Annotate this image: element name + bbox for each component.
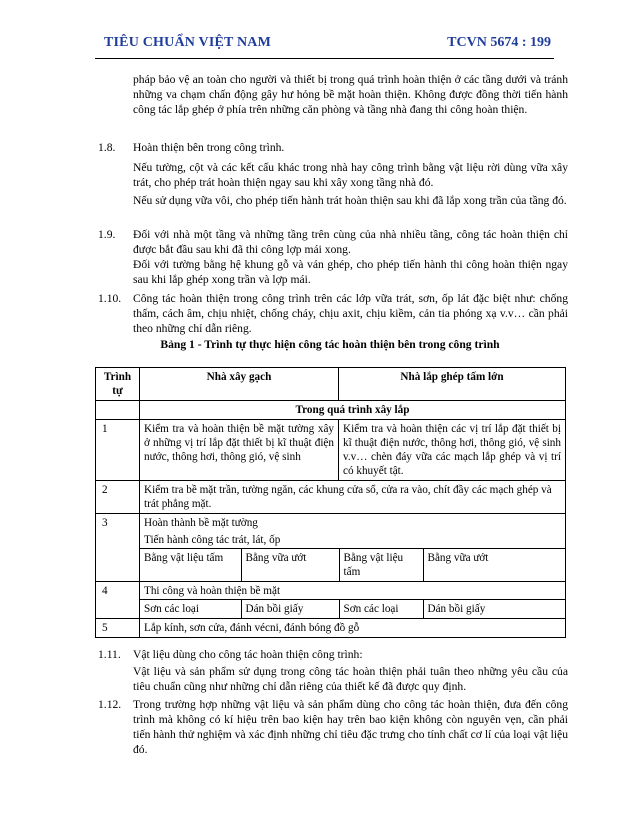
row-4-sub-1: Sơn các loại bbox=[140, 600, 241, 619]
row-3-sub-2: Bằng vữa ướt bbox=[241, 549, 339, 582]
table-row bbox=[96, 582, 566, 619]
section-1-12-number: 1.12. bbox=[98, 698, 122, 711]
row-3-sub-4: Bằng vữa ướt bbox=[423, 549, 566, 582]
col-header-order: Trình tự bbox=[96, 368, 140, 401]
table-cell-empty bbox=[96, 401, 140, 420]
row-3-sub-3: Bằng vật liệu tấm bbox=[339, 549, 423, 582]
section-1-10-paragraph-1: Công tác hoàn thiện trong công trình trên các lớp vữa trát, sơn, ốp lát đặc biệt như: chống thấm, cách âm, chịu nhiệt, chống cháy, chịu axit, chịu kiềm, cản tia phóng xạ v.v… cần phải theo những chỉ dẫn riêng. bbox=[133, 292, 568, 335]
row-3-subtable bbox=[140, 548, 566, 581]
table-row bbox=[96, 619, 566, 638]
table-row bbox=[96, 401, 566, 420]
section-1-8-title: Hoàn thiện bên trong công trình. bbox=[133, 141, 285, 154]
section-1-9-number: 1.9. bbox=[98, 228, 116, 241]
row-1-panel-cell: Kiểm tra và hoàn thiện các vị trí lắp đặt thiết bị kĩ thuật điện nước, thông hơi, thông gió, vệ sinh v.v… chèn đáy vữa các mạch lắp ghép và vị trí có khuyết tật. bbox=[339, 420, 566, 481]
section-1-11-title: Vật liệu dùng cho công tác hoàn thiện công trình: bbox=[133, 648, 363, 661]
row-3-content bbox=[140, 514, 566, 582]
intro-paragraph: pháp bảo vệ an toàn cho người và thiết bị trong quá trình hoàn thiện ở các tầng dưới và tránh những va chạm chấn động gây hư hỏng bề mặt hoàn thiện. Không được đồng thời tiến hành công tác lắp ghép ở phía trên những căn phòng và tầng nhà đang thi công hoàn thiện. bbox=[133, 73, 568, 116]
section-1-8-paragraph-1: Nếu tường, cột và các kết cấu khác trong nhà hay công trình bằng vật liệu rời dùng vữa xây trát, cho phép trát hoàn thiện ngay sau khi xây xong tầng nhà đó. bbox=[133, 161, 568, 189]
section-1-9-paragraph-1: Đối với nhà một tầng và những tầng trên cùng của nhà nhiều tầng, công tác hoàn thiện chỉ được bắt đầu sau khi đã thi công lợp mái xong. bbox=[133, 228, 568, 256]
section-1-8-paragraph-2: Nếu sử dụng vữa vôi, cho phép tiến hành trát hoàn thiện sau khi đã lắp xong trần của tầng đó. bbox=[133, 194, 567, 207]
row-4-sub-3: Sơn các loại bbox=[339, 600, 423, 619]
section-1-9-paragraph-2: Đối với tường bằng hệ khung gỗ và ván ghép, cho phép tiến hành thi công hoàn thiện ngay sau khi lắp ghép xong trần và lợp mái. bbox=[133, 258, 568, 286]
row-4-number: 4 bbox=[96, 582, 140, 619]
table-title: Bảng 1 - Trình tự thực hiện công tác hoàn thiện bên trong công trình bbox=[160, 338, 500, 351]
table-header-row bbox=[96, 368, 566, 401]
finishing-sequence-table bbox=[95, 367, 566, 638]
during-construction-label: Trong quá trình xây lắp bbox=[140, 401, 566, 420]
row-3-number: 3 bbox=[96, 514, 140, 582]
section-1-8-number: 1.8. bbox=[98, 141, 116, 154]
row-3-sub-1: Bằng vật liệu tấm bbox=[140, 549, 241, 582]
row-1-brick-cell: Kiểm tra và hoàn thiện bề mặt tường xây ở những vị trí lắp đặt thiết bị kĩ thuật điện nước, thông hơi, thông gió, vệ sinh bbox=[140, 420, 339, 481]
row-1-number: 1 bbox=[96, 420, 140, 481]
row-2-number: 2 bbox=[96, 481, 140, 514]
section-1-10-number: 1.10. bbox=[98, 292, 122, 305]
row-4-sub-4: Dán bồi giấy bbox=[423, 600, 566, 619]
row-4-line-1: Thi công và hoàn thiện bề mặt bbox=[144, 585, 281, 597]
section-1-11-paragraph-1: Vật liệu và sản phẩm sử dụng trong công tác hoàn thiện phải tuân theo những yêu cầu của tiêu chuẩn cũng như những chỉ dẫn riêng của thiết kế đã được quy định. bbox=[133, 665, 568, 693]
row-4-subtable bbox=[140, 599, 566, 618]
col-header-brick-house: Nhà xây gạch bbox=[140, 368, 339, 401]
row-5-text: Lắp kính, sơn cửa, đánh vécni, đánh bóng đồ gỗ bbox=[140, 619, 566, 638]
header-standard-code: TCVN 5674 : 199 bbox=[447, 35, 551, 50]
row-3-line-2: Tiến hành công tác trát, lát, ốp bbox=[144, 534, 281, 546]
table-row bbox=[96, 420, 566, 481]
table-row bbox=[96, 481, 566, 514]
section-1-12-paragraph-1: Trong trường hợp những vật liệu và sản phẩm dùng cho công tác hoàn thiện, đưa đến công trình mà không có kí hiệu trên bao kiện hay trên bao kiện không còn nguyên vẹn, cần phải tiến hành thử nghiệm và xác định những chỉ tiêu đặc trưng cho tính chất cơ lí của loại vật liệu đó. bbox=[133, 698, 568, 756]
table-row bbox=[96, 514, 566, 582]
header-divider bbox=[95, 58, 554, 59]
col-header-panel-house: Nhà lắp ghép tấm lớn bbox=[339, 368, 566, 401]
row-4-content bbox=[140, 582, 566, 619]
header-title: TIÊU CHUẨN VIỆT NAM bbox=[104, 35, 272, 50]
row-4-sub-2: Dán bồi giấy bbox=[241, 600, 339, 619]
row-2-text: Kiểm tra bề mặt trần, tường ngăn, các khung cửa sổ, cửa ra vào, chít đầy các mạch ghép và trát phẳng mặt. bbox=[140, 481, 566, 514]
row-5-number: 5 bbox=[96, 619, 140, 638]
row-3-line-1: Hoàn thành bề mặt tường bbox=[144, 517, 258, 529]
section-1-11-number: 1.11. bbox=[98, 648, 121, 661]
